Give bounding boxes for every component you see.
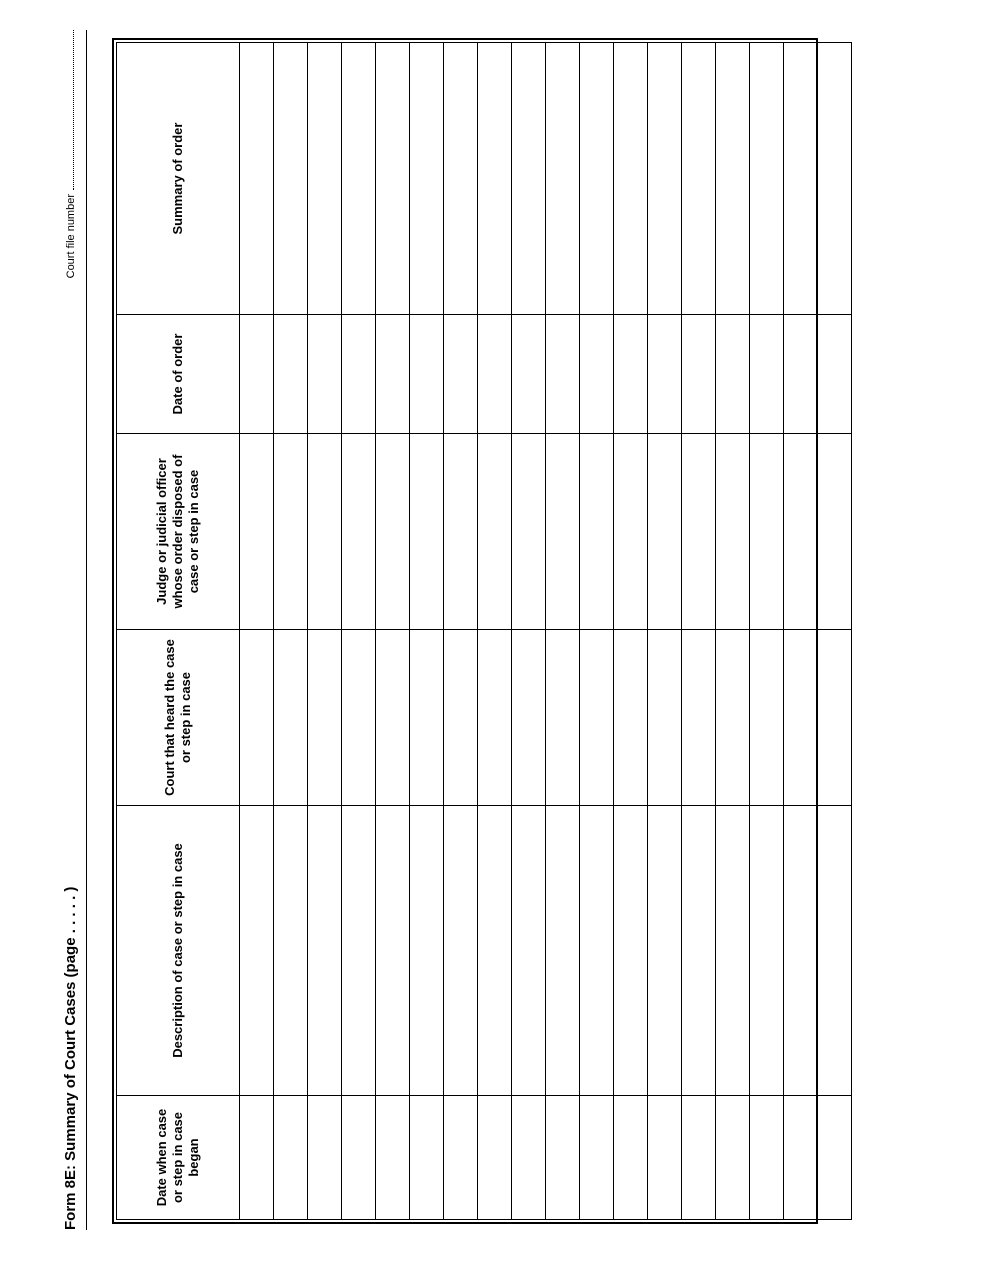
cell-court[interactable] [580, 630, 614, 806]
cell-description[interactable] [410, 806, 444, 1096]
cell-judge[interactable] [512, 434, 546, 630]
column-header-summary-of-order: Summary of order [117, 43, 240, 315]
column-header-date-began: Date when case or step in case began [117, 1096, 240, 1220]
cell-court[interactable] [308, 630, 342, 806]
cell-judge[interactable] [750, 434, 784, 630]
cell-date-of-order[interactable] [546, 315, 580, 434]
cell-summary-of-order[interactable] [308, 43, 342, 315]
cell-court[interactable] [614, 630, 648, 806]
cell-judge[interactable] [784, 434, 818, 630]
cell-date-of-order[interactable] [512, 315, 546, 434]
cell-summary-of-order[interactable] [546, 43, 580, 315]
cell-summary-of-order[interactable] [648, 43, 682, 315]
cell-description[interactable] [784, 806, 818, 1096]
cell-date-began[interactable] [648, 1096, 682, 1220]
cell-description[interactable] [240, 806, 274, 1096]
cell-date-of-order[interactable] [614, 315, 648, 434]
cell-date-of-order[interactable] [342, 315, 376, 434]
table-row [240, 43, 274, 1220]
cell-summary-of-order[interactable] [512, 43, 546, 315]
cell-description[interactable] [274, 806, 308, 1096]
table-row [410, 43, 444, 1220]
cell-date-began[interactable] [308, 1096, 342, 1220]
cell-date-of-order[interactable] [478, 315, 512, 434]
cell-date-began[interactable] [444, 1096, 478, 1220]
cell-judge[interactable] [546, 434, 580, 630]
cell-date-began[interactable] [580, 1096, 614, 1220]
cell-date-began[interactable] [512, 1096, 546, 1220]
cell-summary-of-order[interactable] [478, 43, 512, 315]
column-header-description: Description of case or step in case [117, 806, 240, 1096]
cell-court[interactable] [240, 630, 274, 806]
cell-date-of-order[interactable] [682, 315, 716, 434]
table-row [512, 43, 546, 1220]
cell-description[interactable] [376, 806, 410, 1096]
cell-date-of-order[interactable] [750, 315, 784, 434]
cell-description[interactable] [478, 806, 512, 1096]
cell-summary-of-order[interactable] [376, 43, 410, 315]
cell-date-began[interactable] [240, 1096, 274, 1220]
cell-date-began[interactable] [274, 1096, 308, 1220]
table-row [342, 43, 376, 1220]
cell-date-of-order[interactable] [818, 315, 852, 434]
table-row [580, 43, 614, 1220]
cell-date-of-order[interactable] [444, 315, 478, 434]
cell-summary-of-order[interactable] [342, 43, 376, 315]
cell-date-began[interactable] [750, 1096, 784, 1220]
table-row [818, 43, 852, 1220]
cell-date-began[interactable] [478, 1096, 512, 1220]
cell-summary-of-order[interactable] [818, 43, 852, 315]
cell-description[interactable] [512, 806, 546, 1096]
cell-description[interactable] [580, 806, 614, 1096]
cell-judge[interactable] [308, 434, 342, 630]
cell-judge[interactable] [648, 434, 682, 630]
cell-court[interactable] [784, 630, 818, 806]
cell-summary-of-order[interactable] [784, 43, 818, 315]
cell-description[interactable] [614, 806, 648, 1096]
cell-summary-of-order[interactable] [444, 43, 478, 315]
summary-table-frame [112, 38, 818, 1224]
cell-date-began[interactable] [818, 1096, 852, 1220]
table-row [614, 43, 648, 1220]
cell-date-began[interactable] [410, 1096, 444, 1220]
table-row [444, 43, 478, 1220]
title-divider [86, 30, 87, 1230]
cell-court[interactable] [410, 630, 444, 806]
cell-summary-of-order[interactable] [682, 43, 716, 315]
table-row [478, 43, 512, 1220]
cell-court[interactable] [682, 630, 716, 806]
table-row [648, 43, 682, 1220]
cell-judge[interactable] [716, 434, 750, 630]
cell-judge[interactable] [376, 434, 410, 630]
cell-summary-of-order[interactable] [240, 43, 274, 315]
cell-summary-of-order[interactable] [580, 43, 614, 315]
table-row [716, 43, 750, 1220]
cell-court[interactable] [818, 630, 852, 806]
court-file-number-label: Court file number [65, 194, 77, 279]
cell-court[interactable] [478, 630, 512, 806]
column-header-court: Court that heard the case or step in case [117, 630, 240, 806]
table-row [376, 43, 410, 1220]
cell-court[interactable] [546, 630, 580, 806]
cell-date-began[interactable] [716, 1096, 750, 1220]
cell-description[interactable] [682, 806, 716, 1096]
table-row [682, 43, 716, 1220]
cell-description[interactable] [716, 806, 750, 1096]
cell-description[interactable] [308, 806, 342, 1096]
cell-date-of-order[interactable] [784, 315, 818, 434]
cell-judge[interactable] [274, 434, 308, 630]
cell-date-of-order[interactable] [274, 315, 308, 434]
cell-court[interactable] [444, 630, 478, 806]
table-row [750, 43, 784, 1220]
cell-judge[interactable] [682, 434, 716, 630]
cell-judge[interactable] [410, 434, 444, 630]
cell-judge[interactable] [478, 434, 512, 630]
cell-date-of-order[interactable] [308, 315, 342, 434]
cell-court[interactable] [376, 630, 410, 806]
column-header-judge: Judge or judicial officer whose order disposed of case or step in case [117, 434, 240, 630]
cell-date-of-order[interactable] [410, 315, 444, 434]
cell-date-began[interactable] [546, 1096, 580, 1220]
cell-judge[interactable] [580, 434, 614, 630]
cell-court[interactable] [274, 630, 308, 806]
table-row [546, 43, 580, 1220]
cell-date-of-order[interactable] [648, 315, 682, 434]
cell-date-began[interactable] [614, 1096, 648, 1220]
column-header-date-of-order: Date of order [117, 315, 240, 434]
cell-court[interactable] [648, 630, 682, 806]
cell-court[interactable] [750, 630, 784, 806]
court-file-number [64, 30, 78, 278]
table-body [240, 43, 852, 1220]
cell-date-began[interactable] [682, 1096, 716, 1220]
cell-date-of-order[interactable] [240, 315, 274, 434]
table-row [784, 43, 818, 1220]
court-cases-form [60, 30, 820, 1230]
form-title: Form 8E: Summary of Court Cases (page . . . . . ) [62, 886, 79, 1230]
table-header-row [117, 43, 240, 1220]
cell-summary-of-order[interactable] [410, 43, 444, 315]
cell-summary-of-order[interactable] [716, 43, 750, 315]
cell-judge[interactable] [614, 434, 648, 630]
cell-description[interactable] [546, 806, 580, 1096]
table-row [308, 43, 342, 1220]
cell-court[interactable] [342, 630, 376, 806]
cell-date-began[interactable] [784, 1096, 818, 1220]
cell-summary-of-order[interactable] [614, 43, 648, 315]
cell-date-of-order[interactable] [580, 315, 614, 434]
cell-judge[interactable] [342, 434, 376, 630]
cell-summary-of-order[interactable] [274, 43, 308, 315]
cell-judge[interactable] [818, 434, 852, 630]
cell-description[interactable] [444, 806, 478, 1096]
court-file-number-field[interactable] [64, 30, 74, 190]
cell-judge[interactable] [240, 434, 274, 630]
cell-court[interactable] [512, 630, 546, 806]
cell-summary-of-order[interactable] [750, 43, 784, 315]
cell-date-began[interactable] [376, 1096, 410, 1220]
table-row [274, 43, 308, 1220]
cell-date-of-order[interactable] [716, 315, 750, 434]
cell-description[interactable] [342, 806, 376, 1096]
cell-judge[interactable] [444, 434, 478, 630]
cell-date-began[interactable] [342, 1096, 376, 1220]
cell-date-of-order[interactable] [376, 315, 410, 434]
summary-table [116, 42, 852, 1220]
cell-court[interactable] [716, 630, 750, 806]
cell-description[interactable] [818, 806, 852, 1096]
cell-description[interactable] [648, 806, 682, 1096]
cell-description[interactable] [750, 806, 784, 1096]
